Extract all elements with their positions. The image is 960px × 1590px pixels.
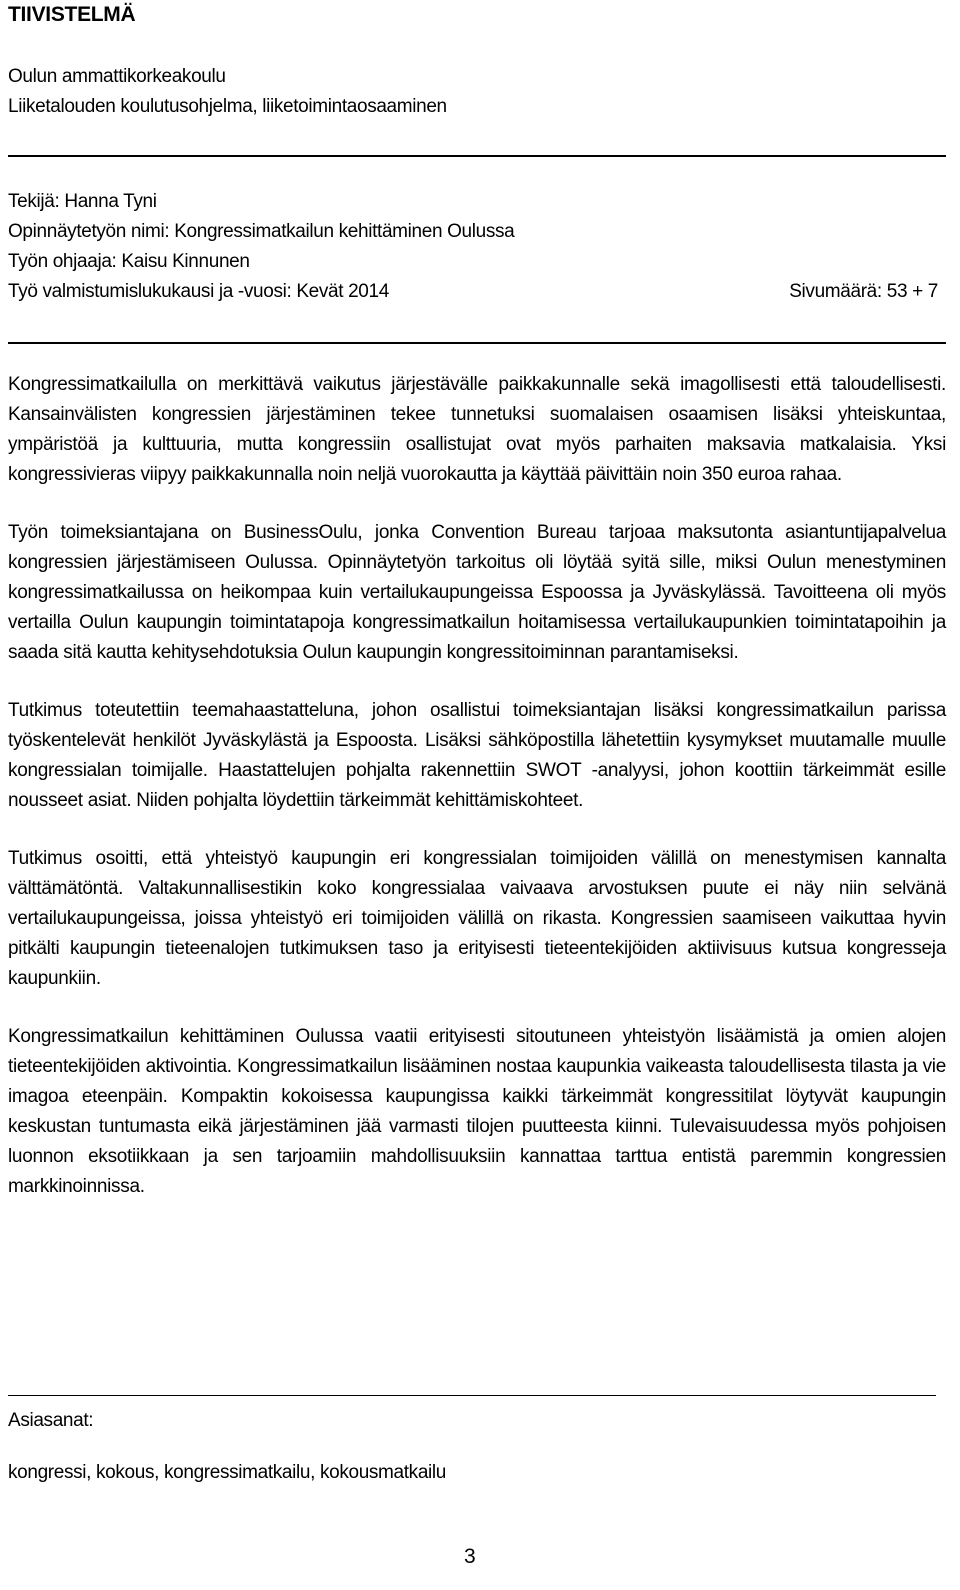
thesis-title-line: Opinnäytetyön nimi: Kongressimatkailun kehittäminen Oulussa <box>8 221 515 242</box>
organization-block <box>8 62 447 122</box>
paragraph-method: Tutkimus toteutettiin teemahaastatteluna, johon osallistui toimeksiantajan lisäksi kongressimatkailun parissa työskentelevät henkilöt Jyväskylästä ja Espoosta. Lisäksi sähköpostilla lähetettiin kysymykset muutamalle muulle kongressialan toimijalle. Haastattelujen pohjalta rakennettiin SWOT -analyysi, johon koottiin tärkeimmät esille nousseet asiat. Niiden pohjalta löydettiin tärkeimmät kehittämiskohteet. <box>8 700 946 811</box>
paragraph-results: Tutkimus osoitti, että yhteistyö kaupungin eri kongressialan toimijoiden välillä on menestymisen kannalta välttämätöntä. Valtakunnallisestikin koko kongressialaa vaivaava arvostuksen puute ei näy niin selvänä vertailukaupungeissa, joissa yhteistyö eri toimijoiden välillä on rikasta. Kongressien saamiseen vaikuttaa hyvin pitkälti kaupungin tieteenalojen tutkimuksen taso ja erityisesti tieteentekijöiden aktiivisuus kutsua kongresseja kaupunkiin. <box>8 848 946 989</box>
thesis-meta-block <box>8 187 946 307</box>
divider-meta <box>8 342 946 344</box>
page-count: Sivumäärä: 53 + 7 <box>789 281 938 302</box>
completion-term: Työ valmistumislukukausi ja -vuosi: Kevät 2014 <box>8 281 389 302</box>
abstract-body <box>8 370 946 1230</box>
keywords-label: Asiasanat: <box>8 1410 94 1431</box>
completion-row <box>8 277 946 307</box>
divider-top <box>8 155 946 157</box>
keywords-values: kongressi, kokous, kongressimatkailu, kokousmatkailu <box>8 1462 447 1483</box>
abstract-page <box>8 0 946 1590</box>
program-name: Liiketalouden koulutusohjelma, liiketoimintaosaaminen <box>8 96 447 117</box>
page-heading: TIIVISTELMÄ <box>8 3 136 26</box>
paragraph-intro: Kongressimatkailulla on merkittävä vaikutus järjestävälle paikkakunnalle sekä imagollisesti että taloudellisesti. Kansainvälisten kongressien järjestäminen tekee tunnetuksi suomalaisen osaamisen lisäksi yhteiskuntaa, ympäristöä ja kulttuuria, mutta kongressiin osallistujat ovat myös parhaiten maksavia matkalaisia. Yksi kongressivieras viipyy paikkakunnalla noin neljä vuorokautta ja käyttää päivittäin noin 350 euroa rahaa. <box>8 374 946 485</box>
divider-keywords <box>8 1395 936 1396</box>
school-name: Oulun ammattikorkeakoulu <box>8 66 226 87</box>
paragraph-conclusion: Kongressimatkailun kehittäminen Oulussa vaatii erityisesti sitoutuneen yhteistyön lisäämistä ja omien alojen tieteentekijöiden aktivointia. Kongressimatkailun lisääminen nostaa kaupunkia vaikeasta taloudellisesta tilasta ja vie imagoa eteenpäin. Kompaktin kokoisessa kaupungissa kaikki tärkeimmät kongressitilat löytyvät kaupungin keskustan tuntumasta eikä järjestäminen jää varmasti tilojen puutteesta kiinni. Tulevaisuudessa myös pohjoisen luonnon eksotiikkaan ja sen tarjoamiin mahdollisuuksiin kannattaa tarttua entistä paremmin kongressien markkinoinnissa. <box>8 1026 946 1197</box>
paragraph-commission: Työn toimeksiantajana on BusinessOulu, jonka Convention Bureau tarjoaa maksutonta asiantuntijapalvelua kongressien järjestämiseen Oulussa. Opinnäytetyön tarkoitus oli löytää syitä sille, miksi Oulun menestyminen kongressimatkailussa on heikompaa kuin vertailukaupungeissa Espoossa ja Jyväskylässä. Tavoitteena oli myös vertailla Oulun kaupungin toimintatapoja kongressimatkailun hoitamisessa vertailukaupunkien toimintatapoihin ja saada sitä kautta kehitysehdotuksia Oulun kaupungin kongressitoiminnan parantamiseksi. <box>8 522 946 663</box>
supervisor-line: Työn ohjaaja: Kaisu Kinnunen <box>8 251 250 272</box>
author-line: Tekijä: Hanna Tyni <box>8 191 157 212</box>
page-number: 3 <box>464 1545 476 1568</box>
